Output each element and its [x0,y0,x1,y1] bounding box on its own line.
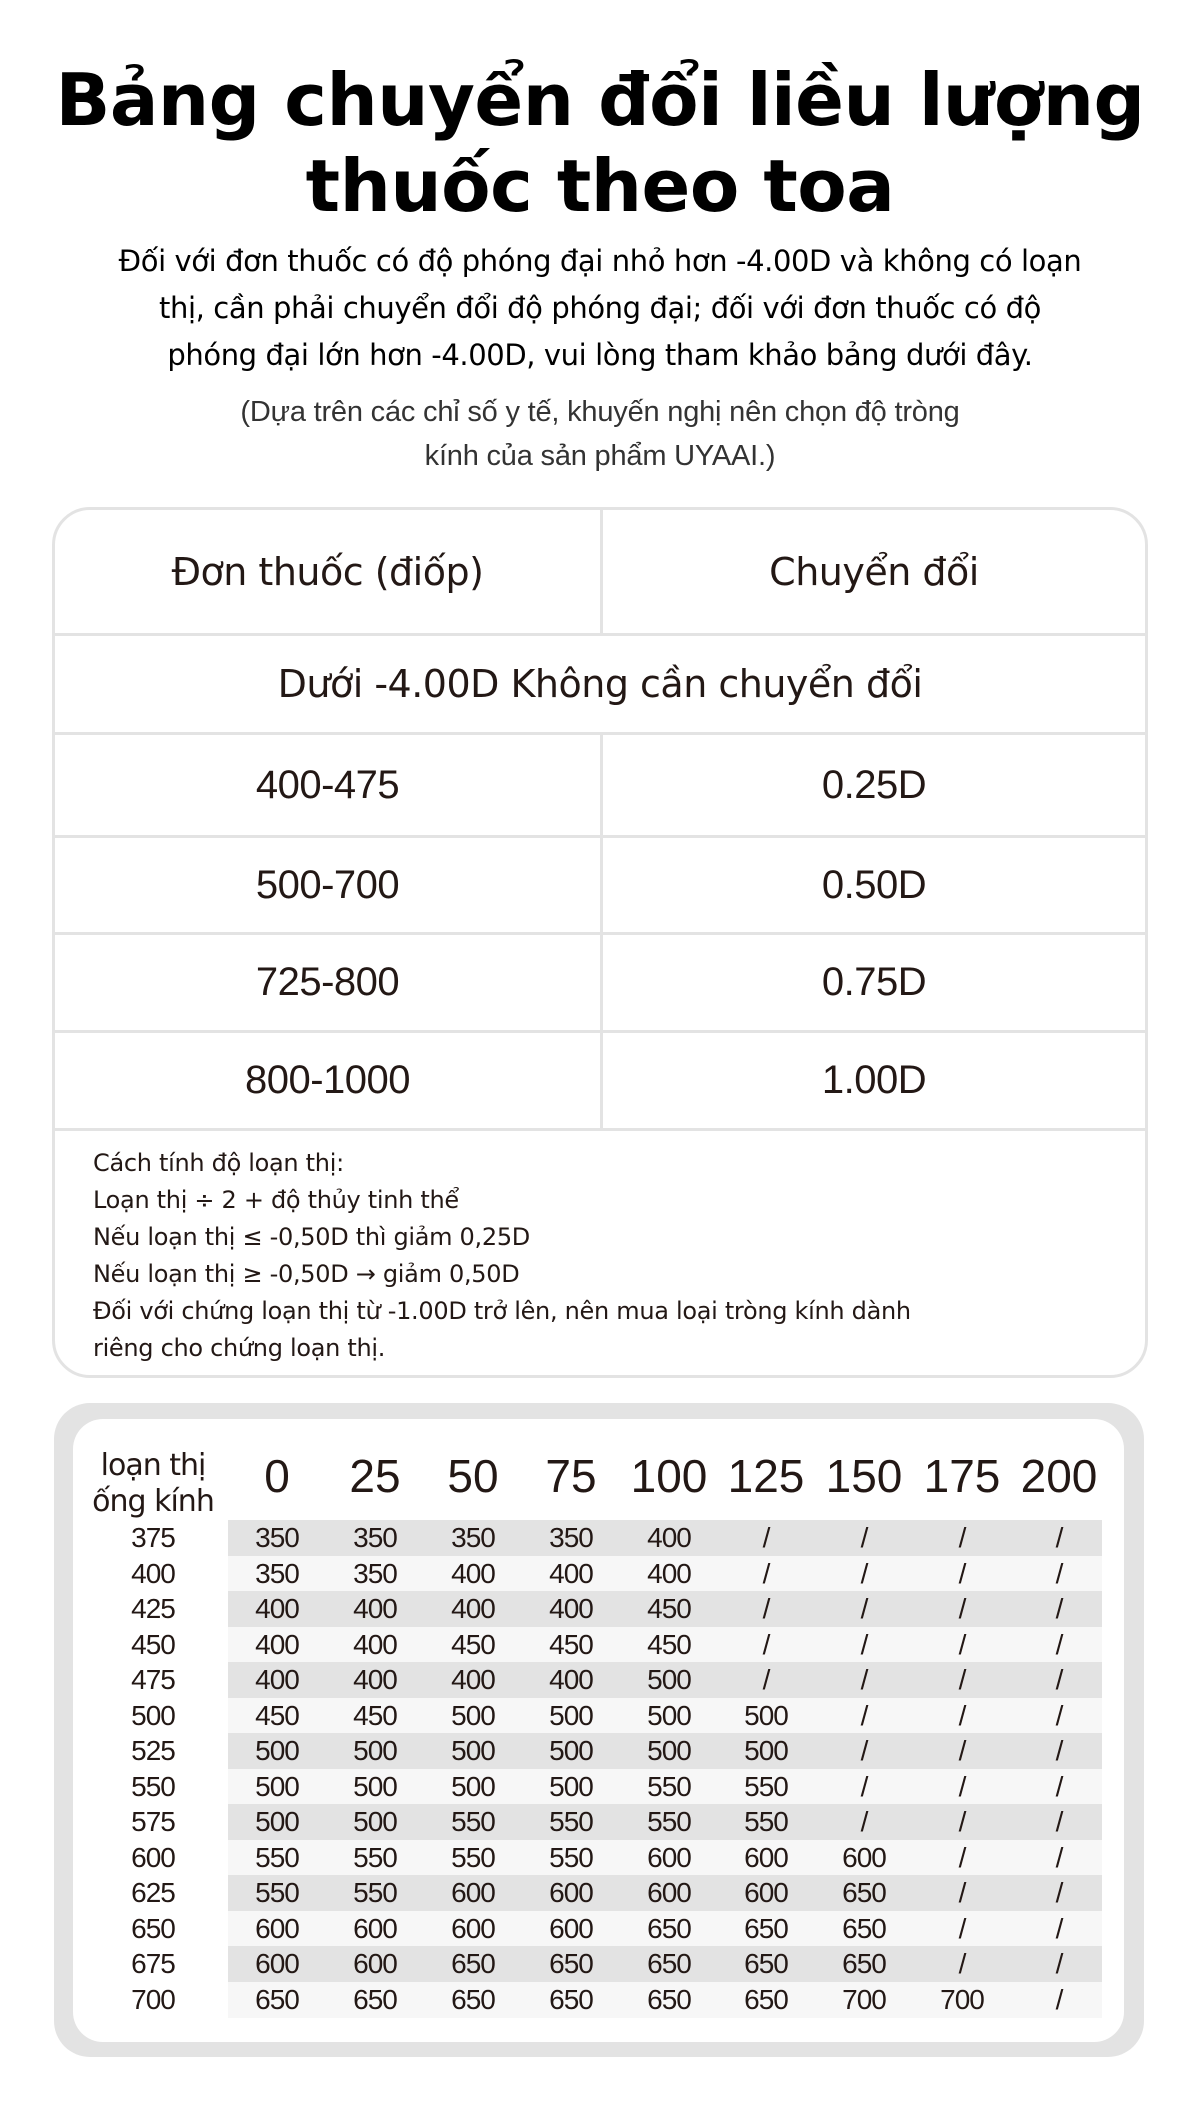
grid-cell: 500 [255,1735,299,1766]
grid-cell: 650 [647,1948,691,1979]
grid-cell: / [762,1628,770,1660]
grid-row-label: 600 [131,1841,175,1873]
grid-row-label: 400 [131,1557,175,1589]
grid-cell: 450 [353,1699,397,1731]
grid-cell: 650 [647,1912,691,1944]
grid-cell: 600 [549,1877,593,1908]
grid-row-label: 500 [131,1699,175,1731]
grid-cell: / [1055,1593,1063,1624]
grid-cell: 650 [842,1877,886,1908]
grid-cell: 600 [647,1877,691,1908]
grid-cell: 500 [353,1806,397,1837]
grid-cell: 350 [353,1557,397,1589]
grid-cell: 500 [353,1735,397,1766]
subtitle-line-2: thị, cần phải chuyển đổi độ phóng đại; đối với đơn thuốc có độ [159,291,1041,325]
grid-cell: / [958,1699,966,1731]
grid-column-header: 25 [349,1450,401,1502]
grid-cell: 700 [842,1983,886,2015]
grid-cell: 550 [451,1841,495,1873]
grid-cell: / [958,1806,966,1837]
grid-cell: 650 [451,1948,495,1979]
grid-cell: 650 [744,1912,788,1944]
grid-cell: 650 [744,1948,788,1979]
grid-row-label: 425 [131,1593,175,1624]
grid-cell: 550 [549,1806,593,1837]
grid-cell: 650 [549,1983,593,2015]
subtitle-line-1: Đối với đơn thuốc có độ phóng đại nhỏ hơn -4.00D và không có loạn [118,244,1082,278]
grid-cell: / [1055,1699,1063,1731]
grid-cell: / [958,1628,966,1660]
grid-cell: 500 [744,1735,788,1766]
axis-label-lens: ống kính [92,1484,214,1519]
grid-cell: 400 [549,1593,593,1624]
conversion-cell: 1.00D [821,1058,927,1102]
grid-cell: 400 [647,1522,691,1553]
grid-cell: 600 [255,1948,299,1979]
grid-cell: / [762,1593,770,1624]
grid-cell: 600 [842,1841,886,1873]
grid-column-header: 50 [447,1450,499,1502]
grid-cell: / [1055,1628,1063,1660]
grid-column-header: 0 [264,1450,290,1502]
grid-row-label: 650 [131,1912,175,1944]
grid-cell: / [1055,1912,1063,1944]
grid-cell: / [958,1522,966,1553]
grid-cell: 600 [744,1877,788,1908]
grid-cell: 450 [549,1628,593,1660]
conversion-cell: 0.50D [821,862,927,907]
grid-cell: 650 [842,1912,886,1944]
grid-cell: / [860,1699,868,1731]
grid-row-label: 525 [131,1735,175,1766]
grid-cell: 500 [255,1770,299,1802]
grid-cell: 400 [353,1628,397,1660]
grid-cell: 650 [549,1948,593,1979]
grid-cell: 550 [744,1806,788,1837]
grid-cell: 500 [647,1664,691,1695]
grid-cell: 550 [255,1877,299,1908]
grid-cell: 650 [647,1983,691,2015]
grid-cell: / [958,1770,966,1802]
grid-cell: 600 [255,1912,299,1944]
grid-cell: 400 [353,1593,397,1624]
grid-cell: / [860,1735,868,1766]
grid-cell: 500 [255,1806,299,1837]
grid-cell: 550 [353,1877,397,1908]
grid-cell: / [860,1593,868,1624]
prescription-cell: 725-800 [255,960,400,1004]
recommendation-note-line-2: kính của sản phẩm UYAAI.) [424,440,776,472]
grid-row-label: 625 [131,1877,175,1908]
grid-cell: 450 [451,1628,495,1660]
grid-axis-label [84,1448,222,1520]
grid-cell: / [1055,1664,1063,1695]
grid-cell: 600 [451,1912,495,1944]
grid-column-header: 100 [630,1450,708,1502]
grid-cell: 400 [451,1557,495,1589]
grid-cell: 550 [647,1770,691,1802]
grid-cell: 650 [842,1948,886,1979]
grid-cell: 350 [255,1522,299,1553]
grid-cell: / [762,1522,770,1553]
grid-cell: 400 [549,1557,593,1589]
grid-cell: 400 [451,1664,495,1695]
grid-cell: / [1055,1841,1063,1873]
grid-cell: / [958,1593,966,1624]
grid-cell: / [860,1806,868,1837]
grid-cell: 600 [647,1841,691,1873]
prescription-cell: 500-700 [255,862,400,907]
astigmatism-notes [93,1145,1113,1367]
grid-cell: 650 [255,1983,299,2015]
prescription-cell: 800-1000 [244,1058,411,1102]
grid-cell: 600 [451,1877,495,1908]
grid-cell: 400 [353,1664,397,1695]
page-title-line-2: thuốc theo toa [305,144,895,228]
grid-cell: 500 [549,1735,593,1766]
grid-cell: 600 [353,1948,397,1979]
notes-line: riêng cho chứng loạn thị. [93,1334,386,1362]
prescription-cell: 400-475 [255,762,400,807]
grid-cell: 500 [451,1735,495,1766]
recommendation-note-line-1: (Dựa trên các chỉ số y tế, khuyến nghị nên chọn độ tròng [240,396,960,428]
grid-cell: 450 [647,1628,691,1660]
notes-line: Cách tính độ loạn thị: [93,1149,344,1177]
grid-cell: 650 [353,1983,397,2015]
grid-column-header: 200 [1020,1450,1098,1502]
grid-cell: 600 [353,1912,397,1944]
conversion-cell: 0.75D [821,960,927,1004]
grid-column-header: 125 [727,1450,805,1502]
grid-cell: / [1055,1557,1063,1589]
grid-cell: 550 [549,1841,593,1873]
grid-cell: / [958,1948,966,1979]
grid-column-header: 75 [545,1450,597,1502]
grid-column-header: 150 [825,1450,903,1502]
grid-cell: 500 [549,1699,593,1731]
grid-cell: / [1055,1735,1063,1766]
grid-cell: / [1055,1770,1063,1802]
column-header-prescription: Đơn thuốc (điốp) [171,549,484,594]
grid-cell: 550 [647,1806,691,1837]
grid-cell: 500 [647,1735,691,1766]
axis-label-astigmatism: loạn thị [100,1448,206,1483]
grid-cell: 550 [451,1806,495,1837]
grid-column-header: 175 [923,1450,1001,1502]
notes-line: Loạn thị ÷ 2 + độ thủy tinh thể [93,1186,459,1214]
grid-cell: / [1055,1806,1063,1837]
grid-cell: 400 [647,1557,691,1589]
grid-cell: 400 [255,1628,299,1660]
grid-cell: / [860,1557,868,1589]
grid-cell: 500 [353,1770,397,1802]
grid-cell: 500 [647,1699,691,1731]
grid-cell: / [1055,1948,1063,1979]
grid-cell: / [958,1735,966,1766]
grid-row-label: 375 [131,1522,175,1553]
grid-cell: / [1055,1983,1063,2015]
notes-line: Nếu loạn thị ≤ -0,50D thì giảm 0,25D [93,1223,530,1251]
grid-cell: 600 [549,1912,593,1944]
grid-cell: 600 [744,1841,788,1873]
grid-cell: / [958,1877,966,1908]
page-title-line-1: Bảng chuyển đổi liều lượng [55,58,1145,142]
grid-row-label: 550 [131,1770,175,1802]
grid-cell: 350 [255,1557,299,1589]
subtitle-line-3: phóng đại lớn hơn -4.00D, vui lòng tham khảo bảng dưới đây. [167,338,1033,372]
grid-cell: / [762,1557,770,1589]
notes-line: Đối với chứng loạn thị từ -1.00D trở lên, nên mua loại tròng kính dành [93,1297,911,1325]
grid-cell: / [860,1522,868,1553]
conversion-cell: 0.25D [821,762,927,807]
grid-cell: 550 [353,1841,397,1873]
grid-cell: / [958,1664,966,1695]
grid-cell: 500 [549,1770,593,1802]
grid-cell: 550 [255,1841,299,1873]
grid-cell: 550 [744,1770,788,1802]
grid-cell: 350 [451,1522,495,1553]
column-header-conversion: Chuyển đổi [769,549,979,594]
notes-line: Nếu loạn thị ≥ -0,50D → giảm 0,50D [93,1260,520,1288]
grid-cell: 500 [451,1699,495,1731]
grid-row-label: 475 [131,1664,175,1695]
no-conversion-row: Dưới -4.00D Không cần chuyển đổi [277,662,923,706]
grid-cell: 500 [451,1770,495,1802]
grid-row-label: 450 [131,1628,175,1660]
grid-cell: 400 [255,1664,299,1695]
grid-cell: 500 [744,1699,788,1731]
grid-cell: / [762,1664,770,1695]
grid-cell: 700 [940,1983,984,2015]
grid-cell: 650 [744,1983,788,2015]
grid-cell: 400 [549,1664,593,1695]
grid-row-label: 675 [131,1948,175,1979]
grid-cell: / [860,1770,868,1802]
grid-cell: 450 [647,1593,691,1624]
grid-cell: / [958,1841,966,1873]
grid-cell: / [958,1912,966,1944]
grid-cell: / [860,1664,868,1695]
grid-cell: 350 [549,1522,593,1553]
grid-row-label: 700 [131,1983,175,2015]
grid-row-label: 575 [131,1806,175,1837]
grid-cell: 450 [255,1699,299,1731]
grid-cell: 400 [255,1593,299,1624]
grid-cell: / [958,1557,966,1589]
table-divider [55,1128,1145,1131]
grid-cell: 400 [451,1593,495,1624]
grid-cell: / [860,1628,868,1660]
grid-cell: 650 [451,1983,495,2015]
grid-cell: / [1055,1877,1063,1908]
grid-cell: / [1055,1522,1063,1553]
grid-cell: 350 [353,1522,397,1553]
